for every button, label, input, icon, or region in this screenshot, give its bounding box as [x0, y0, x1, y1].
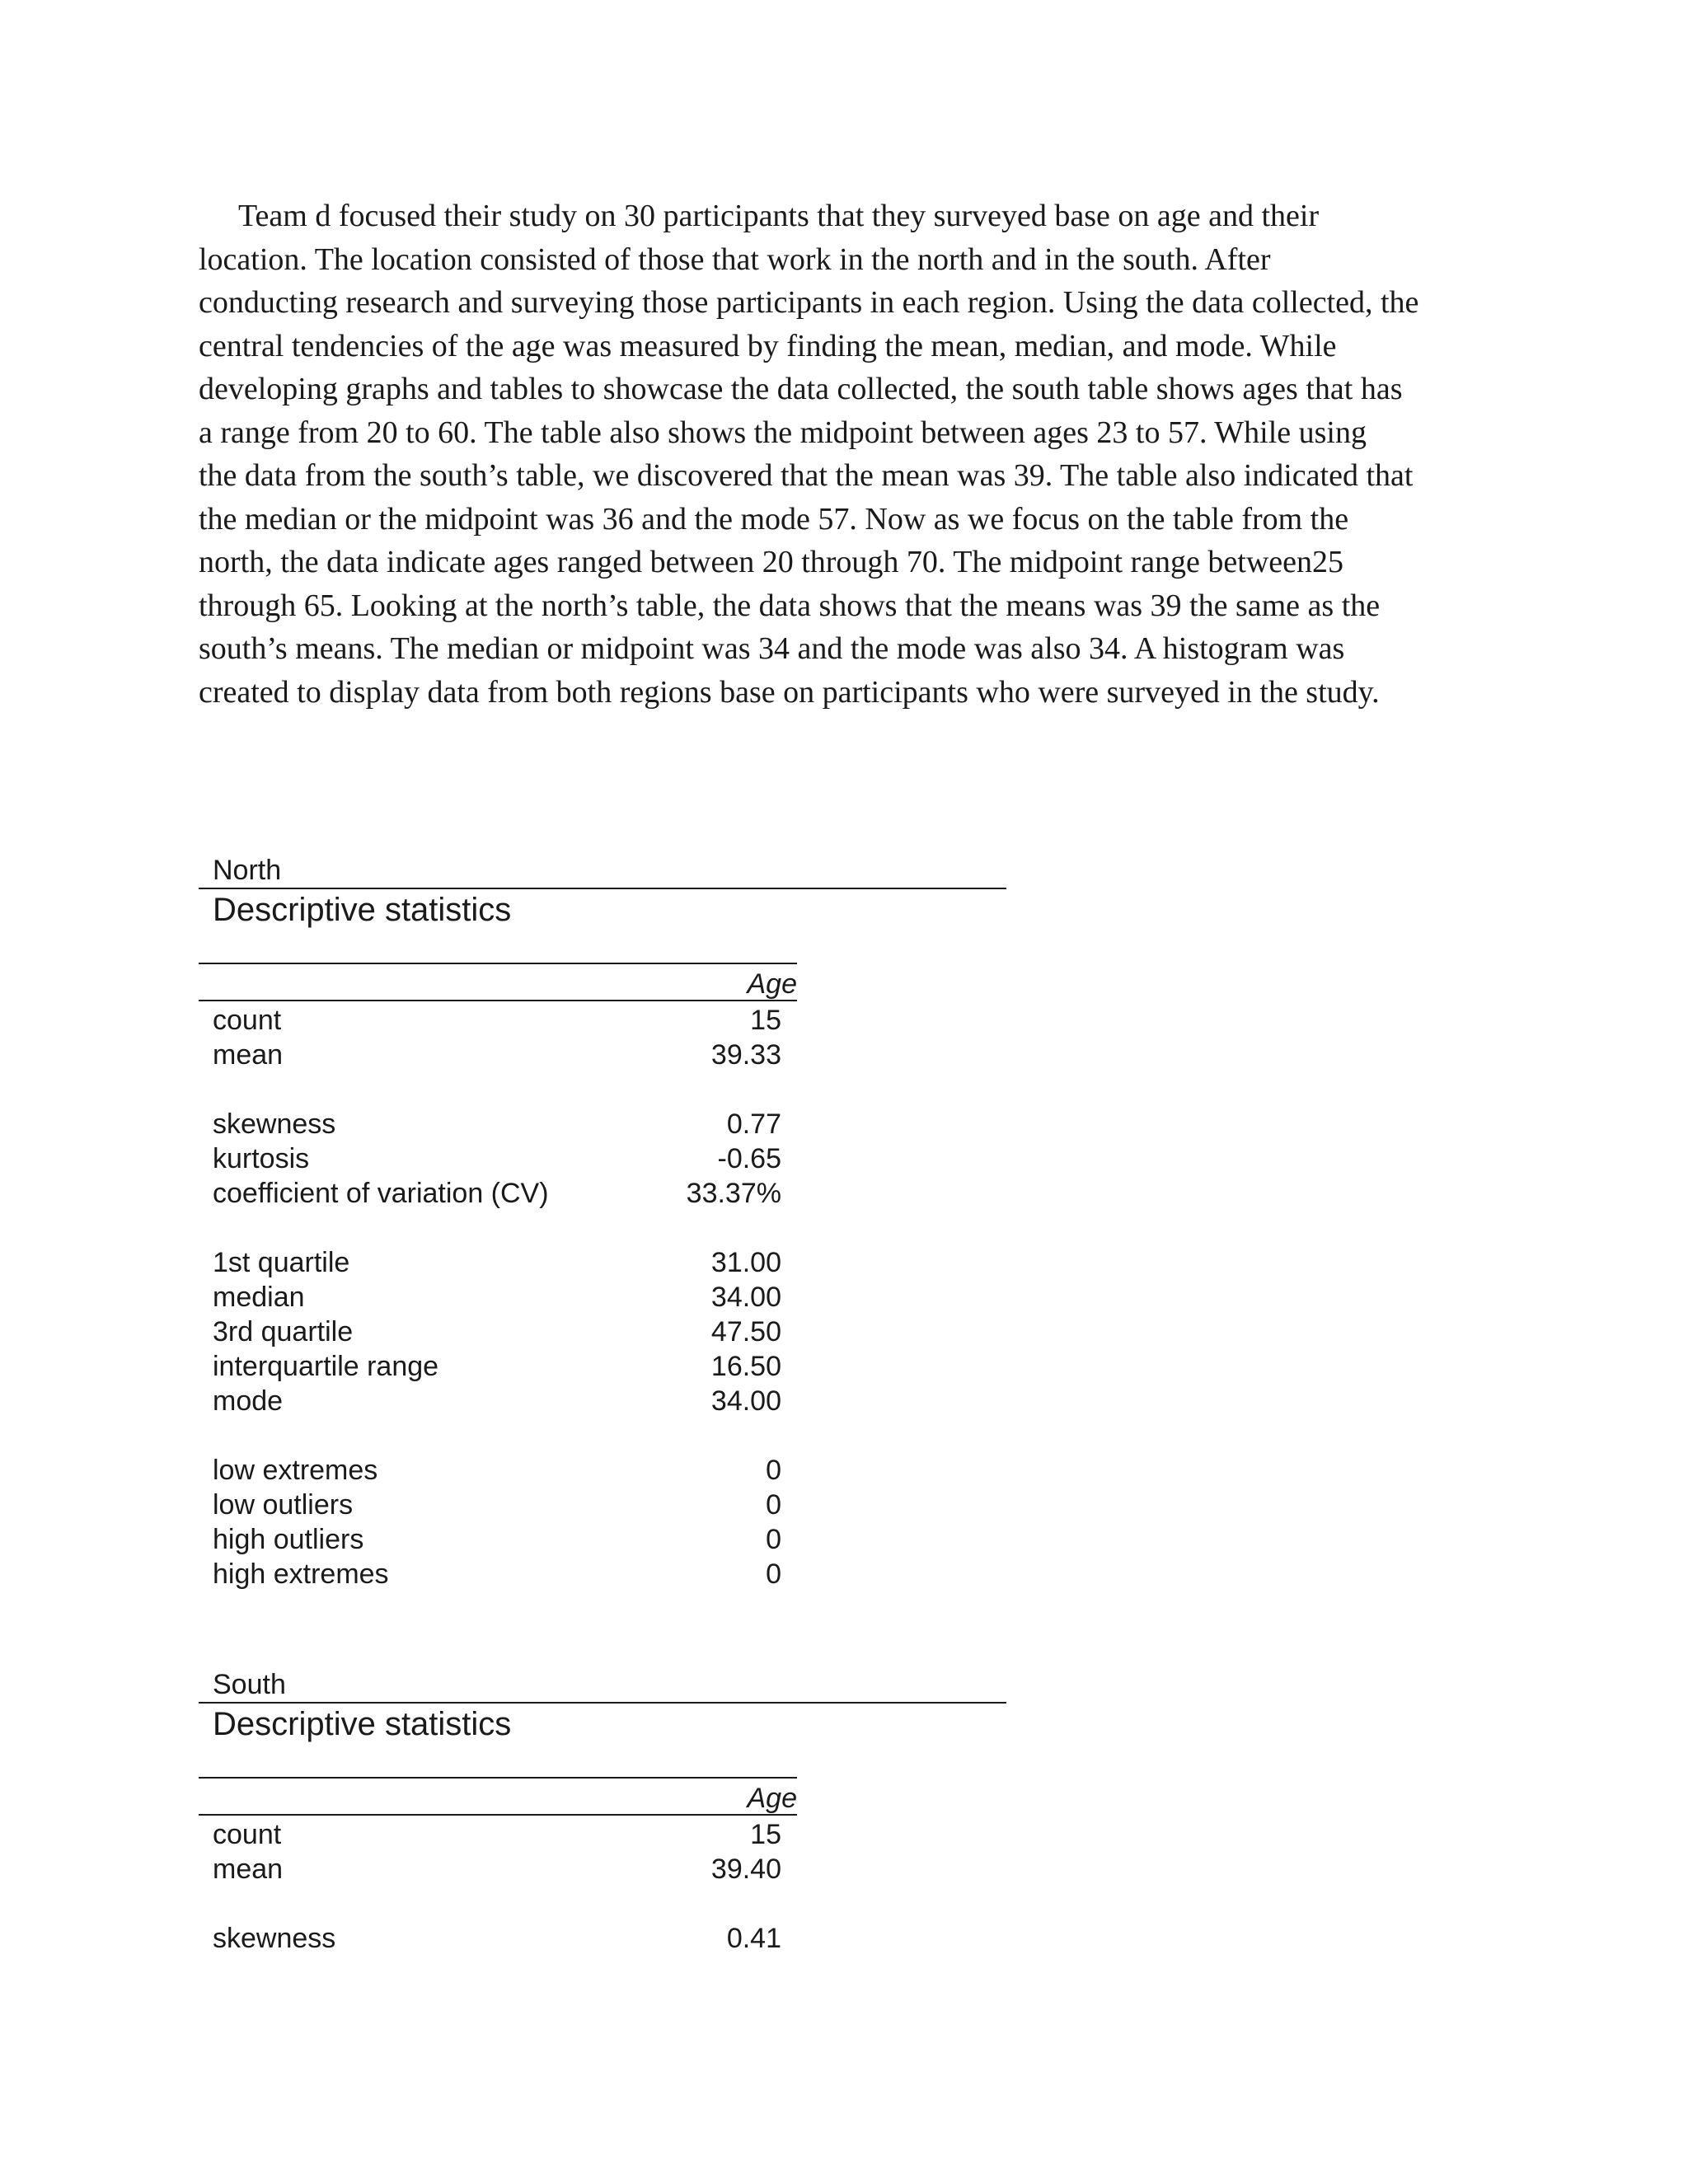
- stat-label: mean: [213, 1039, 284, 1071]
- paragraph-line: south’s means. The median or midpoint was 34 and the mode was also 34. A histogram was: [199, 631, 1345, 666]
- stat-label: 3rd quartile: [213, 1316, 354, 1347]
- stat-value: 0: [766, 1524, 781, 1555]
- paragraph-line: the median or the midpoint was 36 and the mode 57. Now as we focus on the table from the: [199, 501, 1349, 537]
- stat-label: high outliers: [213, 1524, 364, 1555]
- column-header-age: Age: [747, 968, 797, 1000]
- stat-label: coefficient of variation (CV): [213, 1178, 549, 1209]
- stat-label: count: [213, 1005, 282, 1036]
- stat-label: low outliers: [213, 1489, 354, 1521]
- paragraph-line: central tendencies of the age was measured by finding the mean, median, and mode. While: [199, 328, 1337, 363]
- stat-label: count: [213, 1819, 282, 1850]
- table-header-rule: [199, 1814, 797, 1816]
- table-top-rule: [199, 963, 797, 964]
- stat-value: 33.37%: [686, 1178, 781, 1209]
- table-top-rule: [199, 1777, 797, 1779]
- stat-value: 39.40: [710, 1854, 781, 1885]
- stat-row-high-extremes: [213, 1558, 781, 1591]
- stat-row-skewness: [213, 1922, 781, 1955]
- stat-row-mean: [213, 1853, 781, 1886]
- stat-label: median: [213, 1282, 305, 1313]
- stat-label: mean: [213, 1854, 284, 1885]
- stat-row-mean: [213, 1038, 781, 1071]
- region-divider: [199, 1702, 1006, 1704]
- stats-heading: Descriptive statistics: [213, 892, 512, 928]
- stat-value: 15: [750, 1819, 781, 1850]
- paragraph-line: conducting research and surveying those participants in each region. Using the data collected, the: [199, 285, 1419, 320]
- stat-value: 0.77: [726, 1108, 781, 1140]
- paragraph-line: developing graphs and tables to showcase the data collected, the south table shows ages that has: [199, 372, 1403, 406]
- paragraph-line: Team d focused their study on 30 participants that they surveyed base on age and their: [238, 199, 1320, 233]
- stat-value: 0: [766, 1558, 781, 1590]
- region-label-south: South: [213, 1669, 286, 1700]
- paragraph-line: north, the data indicate ages ranged between 20 through 70. The midpoint range between25: [199, 545, 1344, 579]
- paragraph-line: created to display data from both regions base on participants who were surveyed in the study.: [199, 674, 1380, 710]
- column-header-age: Age: [747, 1783, 797, 1814]
- paragraph-line: a range from 20 to 60. The table also shows the midpoint between ages 23 to 57. While using: [199, 415, 1367, 450]
- stat-row-skewness: [213, 1108, 781, 1141]
- table-header-rule: [199, 1000, 797, 1001]
- stat-row-cv: [213, 1177, 781, 1210]
- stat-row-low-outliers: [213, 1488, 781, 1521]
- region-label-north: North: [213, 855, 282, 886]
- south-stats-table: [199, 1668, 1006, 1998]
- stat-row-1st-quartile: [213, 1246, 781, 1279]
- stat-value: 39.33: [710, 1039, 781, 1071]
- stat-label: kurtosis: [213, 1143, 310, 1174]
- stat-value: 31.00: [710, 1247, 781, 1278]
- north-stats-table: [199, 854, 1006, 1612]
- stats-heading: Descriptive statistics: [213, 1706, 512, 1742]
- region-divider: [199, 888, 1006, 889]
- paragraph-line: through 65. Looking at the north’s table, the data shows that the means was 39 the same as the: [199, 588, 1381, 623]
- stat-value: -0.65: [717, 1143, 781, 1174]
- stat-label: skewness: [213, 1923, 336, 1954]
- stat-row-low-extremes: [213, 1454, 781, 1487]
- study-summary-paragraph: [199, 194, 1501, 714]
- stat-value: 0: [766, 1455, 781, 1486]
- stat-row-iqr: [213, 1350, 781, 1383]
- stat-value: 34.00: [710, 1385, 781, 1417]
- stat-label: high extremes: [213, 1558, 389, 1590]
- stat-row-3rd-quartile: [213, 1315, 781, 1348]
- stat-label: mode: [213, 1385, 284, 1417]
- stat-row-mode: [213, 1385, 781, 1418]
- stat-label: low extremes: [213, 1455, 378, 1486]
- stat-label: interquartile range: [213, 1351, 439, 1382]
- stat-value: 34.00: [710, 1282, 781, 1313]
- stat-label: skewness: [213, 1108, 336, 1140]
- stat-row-high-outliers: [213, 1523, 781, 1556]
- stat-row-kurtosis: [213, 1142, 781, 1175]
- stat-row-count: [213, 1818, 781, 1851]
- stat-value: 0: [766, 1489, 781, 1521]
- stat-row-median: [213, 1281, 781, 1314]
- paragraph-line: the data from the south’s table, we discovered that the mean was 39. The table also indicated that: [199, 458, 1414, 493]
- stat-value: 47.50: [710, 1316, 781, 1347]
- stat-value: 16.50: [710, 1351, 781, 1382]
- stat-value: 0.41: [726, 1923, 781, 1954]
- stat-label: 1st quartile: [213, 1247, 350, 1278]
- stat-row-count: [213, 1004, 781, 1037]
- paragraph-line: location. The location consisted of those that work in the north and in the south. After: [199, 241, 1271, 277]
- stat-value: 15: [750, 1005, 781, 1036]
